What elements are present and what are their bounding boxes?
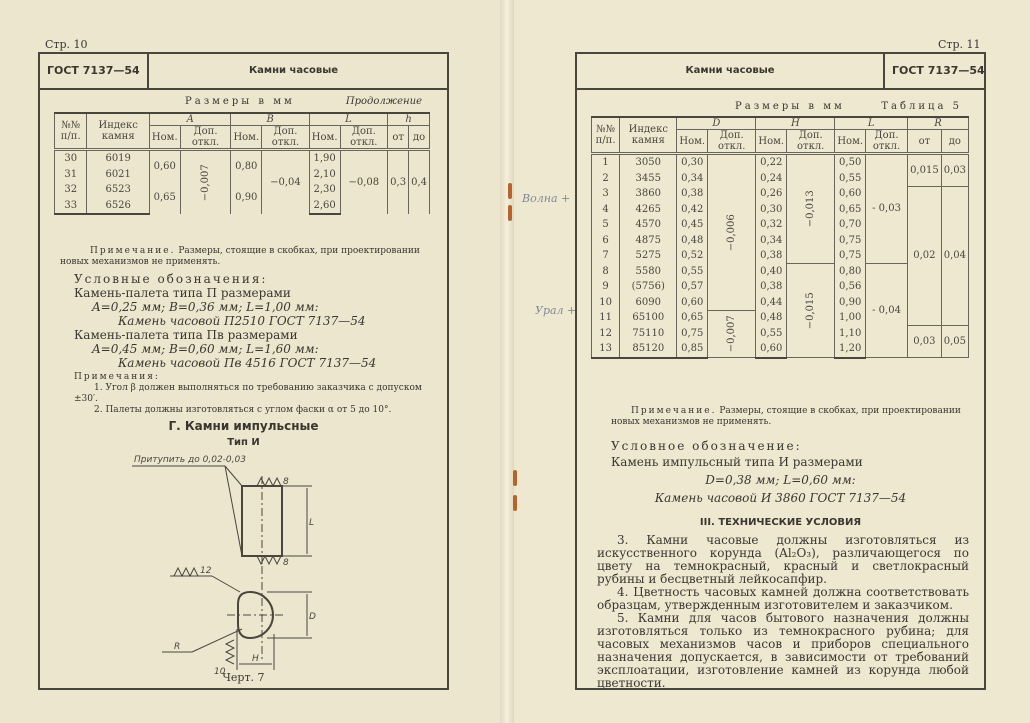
- column-header-number: №№ п/п.: [592, 117, 620, 154]
- D-nominal: 0,42: [677, 202, 708, 218]
- D-tolerance: [708, 154, 756, 311]
- L-nominal: 0,55: [835, 171, 866, 187]
- finish-label: 8: [283, 558, 289, 568]
- column-header-nominal: Ном.: [149, 126, 180, 150]
- stone-index: 4570: [620, 217, 677, 233]
- row-number: 2: [592, 171, 620, 187]
- B-nominal: 0,90: [231, 182, 262, 214]
- stone-index: 5580: [620, 264, 677, 280]
- H-tolerance-value: −0,015: [804, 291, 816, 330]
- stone-index: (5756): [620, 279, 677, 295]
- H-nominal: 0,55: [756, 326, 787, 342]
- stone-index: 6526: [87, 198, 149, 215]
- table-row: [592, 326, 969, 342]
- D-tolerance: [708, 310, 756, 358]
- dim-label-D: D: [309, 612, 316, 622]
- binding-gutter: [500, 0, 514, 723]
- table-label: Таблица 5: [881, 101, 962, 112]
- stone-index: 4875: [620, 233, 677, 249]
- page-header: [40, 54, 447, 90]
- column-group-D: D: [677, 117, 756, 130]
- stone-index: 65100: [620, 310, 677, 326]
- designation-line: Камень-палета типа П размерами: [74, 286, 291, 300]
- D-nominal: 0,52: [677, 248, 708, 264]
- H-nominal: 0,48: [756, 310, 787, 326]
- D-nominal: 0,30: [677, 154, 708, 171]
- row-number: 31: [55, 167, 87, 183]
- handwritten-note: Урал +: [535, 304, 577, 317]
- dimensions-table: [591, 116, 969, 359]
- R-to: 0,03: [941, 154, 968, 187]
- table-row: [592, 186, 969, 202]
- column-group-R: R: [908, 117, 969, 130]
- note-label: Примечание.: [631, 406, 717, 416]
- designation-line: A=0,25 мм; B=0,36 мм; L=1,00 мм:: [92, 300, 319, 314]
- H-nominal: 0,38: [756, 248, 787, 264]
- table-row: [55, 150, 430, 167]
- stone-index: 75110: [620, 326, 677, 342]
- dim-label-R: R: [174, 642, 181, 652]
- stone-index: 3050: [620, 154, 677, 171]
- row-number: 4: [592, 202, 620, 218]
- D-tolerance-value: −0,006: [725, 213, 737, 251]
- L-tolerance: - 0,03: [866, 154, 908, 264]
- B-tolerance: −0,04: [262, 150, 310, 215]
- column-header-tolerance: Доп. откл.: [340, 126, 388, 150]
- column-group-h: h: [388, 113, 430, 126]
- designation-line: A=0,45 мм; B=0,60 мм; L=1,60 мм:: [92, 342, 319, 356]
- D-nominal: 0,45: [677, 217, 708, 233]
- designation-title: Условное обозначение:: [611, 439, 802, 453]
- table-row: [592, 154, 969, 171]
- L-nominal: 0,65: [835, 202, 866, 218]
- A-nominal: 0,65: [149, 182, 180, 214]
- stone-index: 85120: [620, 341, 677, 358]
- row-number: 32: [55, 182, 87, 198]
- table-caption: Размеры в мм: [735, 101, 845, 112]
- column-group-L: L: [309, 113, 387, 126]
- note-item: 1. Угол β должен выполняться по требованию заказчика с допуском ±30′.: [74, 383, 422, 404]
- page-number: Стр. 10: [45, 38, 88, 51]
- finish-mark: [226, 640, 234, 664]
- H-nominal: 0,38: [756, 279, 787, 295]
- column-header-from: от: [908, 130, 942, 154]
- paragraph: 5. Камни для часов бытового назначения должны изготовляться только из темнокрасного рубина; для часовых механизмов часов и приборов специального назначения допускается, в зависимости от требований эксплоатации, изготовление камней из корунда любой цветности.: [597, 611, 969, 690]
- column-header-to: до: [409, 126, 430, 150]
- stone-index: 6019: [87, 150, 149, 167]
- staple: [508, 183, 512, 199]
- section-title: III. ТЕХНИЧЕСКИЕ УСЛОВИЯ: [699, 517, 862, 528]
- column-header-tolerance: Доп. откл.: [708, 130, 756, 154]
- table-note: [60, 246, 432, 268]
- R-to: 0,04: [941, 186, 968, 326]
- staple: [513, 495, 517, 511]
- paragraph: 3. Камни часовые должны изготовляться из искусственного корунда (Al₂O₃), различающегося по цвету на темнокрасный, красный и светлокрасный рубины и бесцветный лейкосапфир.: [597, 533, 969, 586]
- row-number: 9: [592, 279, 620, 295]
- column-group-H: H: [756, 117, 835, 130]
- row-number: 33: [55, 198, 87, 215]
- column-group-A: A: [149, 113, 231, 126]
- row-number: 13: [592, 341, 620, 358]
- column-header-tolerance: Доп. откл.: [180, 126, 231, 150]
- D-nominal: 0,34: [677, 171, 708, 187]
- column-header-from: от: [388, 126, 409, 150]
- dimensions-table: [54, 112, 430, 215]
- finish-label: 10: [214, 667, 226, 677]
- L-nominal: 0,70: [835, 217, 866, 233]
- H-nominal: 0,24: [756, 171, 787, 187]
- row-number: 30: [55, 150, 87, 167]
- H-nominal: 0,60: [756, 341, 787, 358]
- H-nominal: 0,44: [756, 295, 787, 311]
- A-tolerance-value: −0,007: [199, 163, 211, 202]
- leader-line: [225, 466, 242, 486]
- L-nominal: 0,90: [835, 295, 866, 311]
- L-nominal: 0,60: [835, 186, 866, 202]
- designation-line: Камень часовой Пв 4516 ГОСТ 7137—54: [118, 356, 377, 370]
- row-number: 11: [592, 310, 620, 326]
- L-nominal: 1,00: [835, 310, 866, 326]
- H-tolerance-value: −0,013: [804, 190, 816, 228]
- section-title: Г. Камни импульсные: [168, 419, 319, 433]
- technical-conditions: [597, 534, 969, 690]
- column-header-tolerance: Доп. откл.: [866, 130, 908, 154]
- D-nominal: 0,55: [677, 264, 708, 280]
- column-header-nominal: Ном.: [756, 130, 787, 154]
- B-nominal: 0,80: [231, 150, 262, 183]
- column-group-L: L: [835, 117, 908, 130]
- handwritten-note: Волна +: [522, 192, 571, 205]
- page-frame: [38, 52, 449, 690]
- technical-drawing: [102, 452, 342, 678]
- H-nominal: 0,40: [756, 264, 787, 280]
- gost-number: ГОСТ 7137—54: [40, 54, 149, 88]
- drawing-caption: Черт. 7: [222, 671, 265, 684]
- stone-index: 5275: [620, 248, 677, 264]
- stone-index: 6021: [87, 167, 149, 183]
- row-number: 3: [592, 186, 620, 202]
- page-frame: [575, 52, 986, 690]
- D-nominal: 0,48: [677, 233, 708, 249]
- L-nominal: 0,75: [835, 248, 866, 264]
- header-title: Камни часовые: [248, 65, 339, 76]
- finish-label: 12: [200, 566, 212, 576]
- L-nominal: 0,56: [835, 279, 866, 295]
- notes-title: Примечания:: [74, 372, 160, 382]
- dim-label-H: H: [252, 654, 259, 664]
- H-nominal: 0,26: [756, 186, 787, 202]
- table-note: [611, 406, 971, 428]
- row-number: 6: [592, 233, 620, 249]
- stone-index: 6523: [87, 182, 149, 198]
- L-nominal: 0,50: [835, 154, 866, 171]
- R-from: 0,015: [908, 154, 942, 187]
- table-continuation: Продолжение: [345, 96, 422, 107]
- finish-mark: [257, 478, 281, 486]
- column-header-index: Индекс камня: [87, 113, 149, 150]
- column-header-nominal: Ном.: [835, 130, 866, 154]
- page-header: [577, 54, 984, 90]
- column-header-index: Индекс камня: [620, 117, 677, 154]
- R-from: 0,03: [908, 326, 942, 358]
- staple: [513, 470, 517, 486]
- column-header-nominal: Ном.: [231, 126, 262, 150]
- row-number: 12: [592, 326, 620, 342]
- D-nominal: 0,75: [677, 326, 708, 342]
- column-header-tolerance: Доп. откл.: [787, 130, 835, 154]
- type-title: Тип И: [227, 437, 260, 448]
- note-item: 2. Палеты должны изготовляться с углом фаски α от 5 до 10°.: [94, 405, 392, 415]
- designation-line: Камень часовой П2510 ГОСТ 7137—54: [118, 314, 366, 328]
- H-tolerance: [787, 264, 835, 358]
- H-nominal: 0,22: [756, 154, 787, 171]
- L-nominal: 1,90: [309, 150, 340, 167]
- L-nominal: 1,20: [835, 341, 866, 358]
- L-nominal: 2,60: [309, 198, 340, 215]
- D-nominal: 0,38: [677, 186, 708, 202]
- designation-line: D=0,38 мм; L=0,60 мм:: [705, 473, 856, 487]
- stone-index: 4265: [620, 202, 677, 218]
- L-nominal: 0,75: [835, 233, 866, 249]
- dim-label-L: L: [309, 518, 315, 528]
- finish-mark: [257, 556, 281, 564]
- row-number: 8: [592, 264, 620, 280]
- R-from: 0,02: [908, 186, 942, 326]
- column-group-B: B: [231, 113, 309, 126]
- column-header-tolerance: Доп. откл.: [262, 126, 310, 150]
- stone-index: 3455: [620, 171, 677, 187]
- notes-block: [74, 372, 430, 449]
- L-nominal: 2,30: [309, 182, 340, 198]
- note-text: Размеры, стоящие в скобках, при проектировании новых механизмов не применять.: [60, 246, 420, 267]
- D-nominal: 0,85: [677, 341, 708, 358]
- row-number: 7: [592, 248, 620, 264]
- L-tolerance: - 0,04: [866, 264, 908, 358]
- stone-index: 6090: [620, 295, 677, 311]
- h-from: 0,3: [388, 150, 409, 215]
- row-number: 10: [592, 295, 620, 311]
- R-to: 0,05: [941, 326, 968, 358]
- finish-label: 8: [283, 477, 289, 487]
- column-header-to: до: [941, 130, 968, 154]
- designation-line: Камень часовой И 3860 ГОСТ 7137—54: [654, 491, 907, 505]
- header-title: Камни часовые: [685, 65, 775, 76]
- gost-number: ГОСТ 7137—54: [883, 54, 992, 88]
- D-tolerance-value: −0,007: [725, 315, 737, 353]
- H-nominal: 0,34: [756, 233, 787, 249]
- paragraph: 4. Цветность часовых камней должна соответствовать образцам, утвержденным изготовителем и заказчиком.: [597, 585, 969, 612]
- stone-index: 3860: [620, 186, 677, 202]
- designation-line: Камень импульсный типа И размерами: [611, 455, 863, 469]
- designation-line: Камень-палета типа Пв размерами: [74, 328, 298, 342]
- D-nominal: 0,60: [677, 295, 708, 311]
- H-nominal: 0,32: [756, 217, 787, 233]
- column-header-nominal: Ном.: [677, 130, 708, 154]
- D-nominal: 0,65: [677, 310, 708, 326]
- chamfer-note: Притупить до 0,02-0,03: [134, 455, 246, 465]
- note-label: Примечание.: [90, 246, 176, 256]
- A-tolerance: [180, 150, 231, 215]
- L-nominal: 1,10: [835, 326, 866, 342]
- L-nominal: 0,80: [835, 264, 866, 280]
- table-caption: Размеры в мм: [185, 96, 295, 107]
- L-tolerance: −0,08: [340, 150, 388, 215]
- column-header-number: №№ п/п.: [55, 113, 87, 150]
- row-number: 5: [592, 217, 620, 233]
- leader-line: [225, 466, 242, 556]
- note-text: Размеры, стоящие в скобках, при проектировании новых механизмов не применять.: [611, 406, 961, 427]
- H-tolerance: [787, 154, 835, 264]
- finish-mark: [174, 568, 198, 576]
- D-nominal: 0,57: [677, 279, 708, 295]
- h-to: 0,4: [409, 150, 430, 215]
- column-header-nominal: Ном.: [309, 126, 340, 150]
- designations-title: Условные обозначения:: [74, 272, 268, 286]
- L-nominal: 2,10: [309, 167, 340, 183]
- row-number: 1: [592, 154, 620, 171]
- staple: [508, 205, 512, 221]
- page-number: Стр. 11: [938, 38, 981, 51]
- A-nominal: 0,60: [149, 150, 180, 183]
- H-nominal: 0,30: [756, 202, 787, 218]
